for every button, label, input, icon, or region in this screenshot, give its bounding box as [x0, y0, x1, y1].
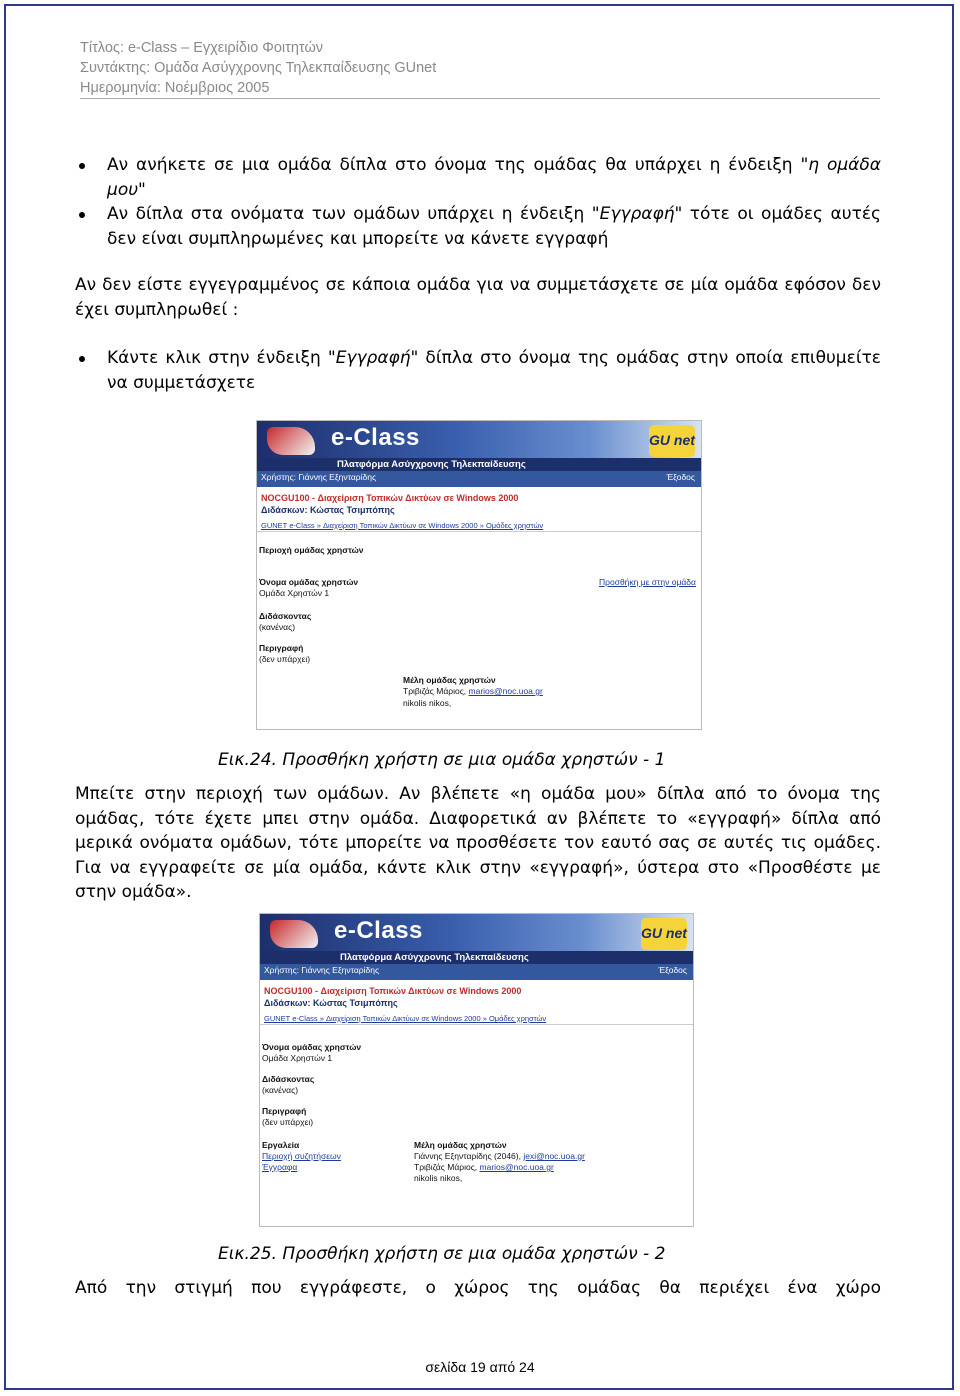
- member-email-link[interactable]: marios@noc.uoa.gr: [468, 686, 543, 696]
- gunet-logo: GU net: [649, 425, 695, 457]
- bullet-item: Αν ανήκετε σε μια ομάδα δίπλα στο όνομα της ομάδας θα υπάρχει η ένδειξη "η ομάδα μου": [75, 153, 881, 202]
- paragraph-3: Από την στιγμή που εγγράφεστε, ο χώρος της ομάδας θα περιέχει ένα χώρο: [75, 1278, 881, 1298]
- user-bar: [257, 471, 701, 487]
- bullet-icon: [79, 163, 85, 169]
- tutor-label: Διδάσκοντας: [259, 611, 312, 621]
- tools-label: Εργαλεία: [262, 1140, 300, 1150]
- header-title: Τίτλος: e-Class – Εγχειρίδιο Φοιτητών: [80, 40, 324, 56]
- brand-title: e-Class: [334, 917, 423, 944]
- member-row: Γιάννης Εξηνταρίδης (2046), jexi@noc.uoa.gr: [414, 1151, 585, 1161]
- user-name: Χρήστης: Γιάννης Εξηνταρίδης: [264, 965, 380, 975]
- course-title: NOCGU100 - Διαχείριση Τοπικών Δικτύων σε Windows 2000: [264, 986, 522, 996]
- header-author: Συντάκτης: Ομάδα Ασύγχρονης Τηλεκπαίδευσης GUnet: [80, 60, 437, 76]
- member-email-link[interactable]: marios@noc.uoa.gr: [479, 1162, 554, 1172]
- group-area-heading: Περιοχή ομάδας χρηστών: [259, 545, 364, 555]
- course-title: NOCGU100 - Διαχείριση Τοπικών Δικτύων σε Windows 2000: [261, 493, 519, 503]
- group-name-value: Ομάδα Χρηστών 1: [262, 1053, 333, 1063]
- page-number: σελίδα 19 από 24: [425, 1359, 535, 1375]
- breadcrumb[interactable]: GUNET e-Class » Διαχείριση Τοπικών Δικτύων σε Windows 2000 » Ομάδες χρηστών: [261, 521, 544, 530]
- bullet-icon: [79, 212, 85, 218]
- member-row: nikolis nikos,: [414, 1173, 463, 1183]
- group-name-label: Όνομα ομάδας χρηστών: [262, 1042, 362, 1052]
- document-header: [80, 38, 880, 98]
- figure-caption-24: Εικ.24. Προσθήκη χρήστη σε μια ομάδα χρηστών - 1: [218, 750, 666, 770]
- screenshot-2: [259, 913, 694, 1227]
- figure-caption-25: Εικ.25. Προσθήκη χρήστη σε μια ομάδα χρηστών - 2: [218, 1244, 666, 1264]
- user-name: Χρήστης: Γιάννης Εξηνταρίδης: [261, 472, 377, 482]
- description-label: Περιγραφή: [262, 1106, 307, 1116]
- user-bar: [260, 964, 693, 980]
- add-me-to-group-link[interactable]: Προσθήκη με στην ομάδα: [599, 577, 696, 587]
- member-row: Τριβιζάς Μάριος, marios@noc.uoa.gr: [414, 1162, 554, 1172]
- forum-link[interactable]: Περιοχή συζητήσεων: [262, 1151, 341, 1161]
- bullet-list-2: [75, 346, 881, 395]
- eclass-logo-icon: [267, 427, 315, 455]
- bullet-list-1: [75, 153, 881, 251]
- brand-subtitle: Πλατφόρμα Ασύγχρονης Τηλεκπαίδευσης: [337, 459, 526, 470]
- brand-title: e-Class: [331, 424, 420, 451]
- header-date: Ημερομηνία: Νοέμβριος 2005: [80, 80, 270, 96]
- description-value: (δεν υπάρχει): [262, 1117, 314, 1127]
- members-label: Μέλη ομάδας χρηστών: [403, 675, 496, 685]
- tutor-value: (κανένας): [259, 622, 296, 632]
- gunet-logo: GU net: [641, 918, 687, 950]
- teacher-name: Διδάσκων: Κώστας Τσιμπόπης: [264, 998, 398, 1008]
- tutor-label: Διδάσκοντας: [262, 1074, 315, 1084]
- description-label: Περιγραφή: [259, 643, 304, 653]
- member-row: nikolis nikos,: [403, 698, 452, 708]
- eclass-logo-icon: [270, 920, 318, 948]
- description-value: (δεν υπάρχει): [259, 654, 311, 664]
- paragraph-1: Αν δεν είστε εγγεγραμμένος σε κάποια ομάδα για να συμμετάσχετε σε μία ομάδα εφόσον δεν έχει συμπληρωθεί :: [75, 275, 881, 320]
- brand-subtitle: Πλατφόρμα Ασύγχρονης Τηλεκπαίδευσης: [340, 952, 529, 963]
- members-label: Μέλη ομάδας χρηστών: [414, 1140, 507, 1150]
- breadcrumb[interactable]: GUNET e-Class » Διαχείριση Τοπικών Δικτύων σε Windows 2000 » Ομάδες χρηστών: [264, 1014, 547, 1023]
- paragraph-2: Μπείτε στην περιοχή των ομάδων. Αν βλέπετε «η ομάδα μου» δίπλα από το όνομα της ομάδας, τότε έχετε μπει στην ομάδα. Διαφορετικά αν βλέπετε το «εγγραφή» δίπλα από μερικά ονόματα ομάδων, τότε μπορείτε να προσθέσετε τον εαυτό σας σε αυτές τις ομάδες. Για να εγγραφείτε σε μία ομάδα, κάντε κλικ στην «εγγραφή», ύστερα στο «Προσθέστε με στην ομάδα».: [75, 784, 881, 902]
- member-row: Τριβιζάς Μάριος, marios@noc.uoa.gr: [403, 686, 543, 696]
- exit-link[interactable]: Έξοδος: [658, 965, 687, 975]
- bullet-icon: [79, 356, 85, 362]
- group-name-label: Όνομα ομάδας χρηστών: [259, 577, 359, 587]
- screenshot-1: [256, 420, 702, 730]
- bullet-item: Κάντε κλικ στην ένδειξη "Εγγραφή" δίπλα στο όνομα της ομάδας στην οποία επιθυμείτε να συμμετάσχετε: [75, 346, 881, 395]
- tutor-value: (κανένας): [262, 1085, 299, 1095]
- member-email-link[interactable]: jexi@noc.uoa.gr: [523, 1151, 585, 1161]
- group-name-value: Ομάδα Χρηστών 1: [259, 588, 330, 598]
- exit-link[interactable]: Έξοδος: [666, 472, 695, 482]
- teacher-name: Διδάσκων: Κώστας Τσιμπόπης: [261, 505, 395, 515]
- bullet-item: Αν δίπλα στα ονόματα των ομάδων υπάρχει η ένδειξη "Εγγραφή" τότε οι ομάδες αυτές δεν είναι συμπληρωμένες και μπορείτε να κάνετε εγγραφή: [75, 202, 881, 251]
- header-rule: [80, 98, 880, 99]
- documents-link[interactable]: Έγγραφα: [262, 1162, 298, 1172]
